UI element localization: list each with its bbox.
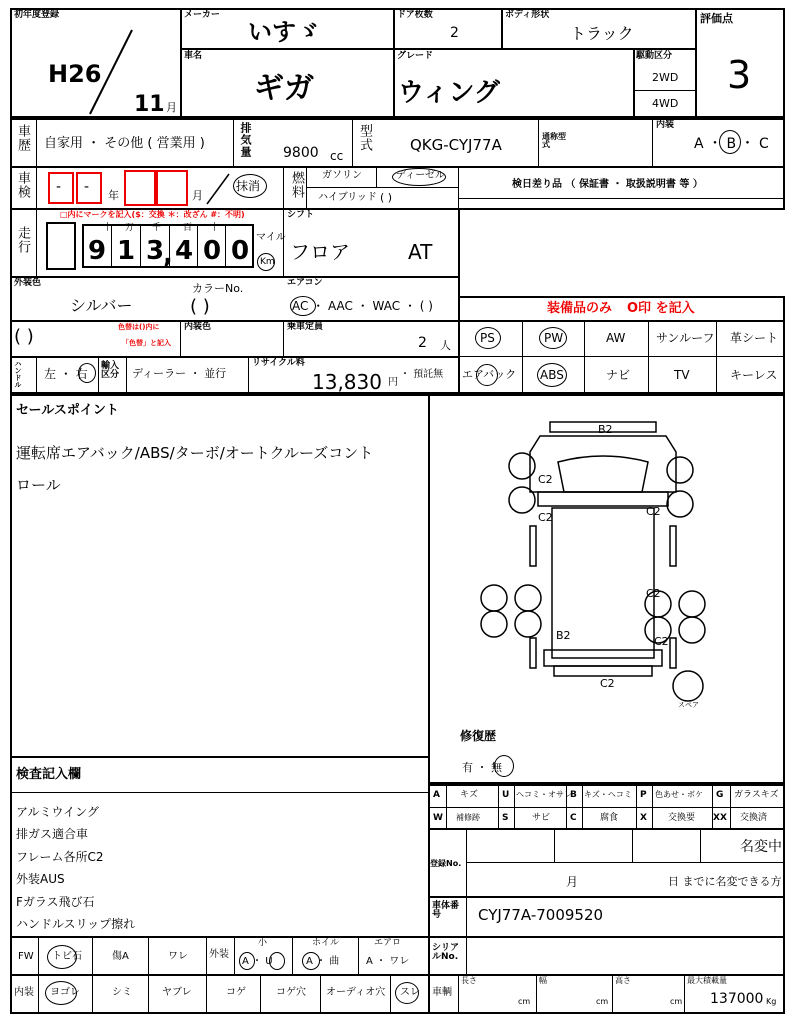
equip-tv: TV xyxy=(674,368,690,382)
vehicle-label: 車輌 xyxy=(432,987,452,998)
repair-no-circle xyxy=(494,755,514,777)
displacement-unit: cc xyxy=(330,149,344,163)
fuel-gasoline: ガソリン xyxy=(322,170,362,181)
capacity-unit: 人 xyxy=(440,339,451,352)
interior-grades: A ・ B ・ C xyxy=(694,136,769,152)
max-load-label: 最大積載量 xyxy=(687,976,727,985)
inspector-line-6: ハンドルスリップ擦れ xyxy=(16,917,136,931)
capacity-value: 2 xyxy=(418,335,427,351)
sales-point-text-1: 運転席エアバック/ABS/ターボ/オートクルーズコント xyxy=(16,444,374,462)
fw-crack: ワレ xyxy=(168,951,188,962)
color-change-row xyxy=(10,320,460,358)
model-label: 車名 xyxy=(184,51,203,61)
inspection-none-circle xyxy=(233,174,267,198)
airbag-circle xyxy=(476,364,498,386)
body-value: トラック xyxy=(570,24,634,43)
recycle-label: リサイクル料 xyxy=(252,358,305,368)
unit-4: 百 xyxy=(183,223,193,233)
change-note-2: 「色替」と記入 xyxy=(122,339,171,347)
mileage-km: Km xyxy=(260,257,275,267)
grade-label: グレード xyxy=(397,51,434,61)
mark-c2-e: C2 xyxy=(654,635,669,648)
score-label: 評価点 xyxy=(700,12,733,25)
legend-b: B xyxy=(570,790,577,800)
interior-b-circle xyxy=(719,130,741,154)
truck-diagram xyxy=(430,396,783,716)
color-change-paren: ( ) xyxy=(14,326,34,347)
inspector-line-2: 排ガス適合車 xyxy=(16,827,89,841)
chassis-value: CYJ77A-7009520 xyxy=(478,906,604,924)
digit-1: 9 xyxy=(88,236,107,266)
equip-pw: PW xyxy=(544,331,564,345)
fw-chip: トビ石 xyxy=(52,951,82,962)
interior-grade-label: 内装 xyxy=(656,120,675,130)
drive-2wd: 2WD xyxy=(652,71,679,84)
type-value: QKG-CYJ77A xyxy=(410,136,502,154)
mark-b2-top: B2 xyxy=(598,423,613,436)
recycle-unit: 円 xyxy=(388,377,398,388)
mark-c2-d: C2 xyxy=(646,587,661,600)
small-label: 小 xyxy=(258,938,268,948)
unit-5: 十 xyxy=(210,223,220,233)
interior-label: 内装 xyxy=(14,987,34,998)
digit-4: 4 xyxy=(175,236,194,266)
inspector-label: 検査記入欄 xyxy=(16,767,82,782)
legend-c-text: 腐食 xyxy=(600,813,619,823)
legend-g: G xyxy=(716,790,724,800)
equip-aw: AW xyxy=(606,331,626,345)
legend-s: S xyxy=(502,813,509,823)
width-label: 幅 xyxy=(539,976,547,985)
digit-comma: , xyxy=(163,240,173,270)
legend-g-text: ガラスキズ xyxy=(734,790,779,800)
equip-leather: 革シート xyxy=(730,331,779,345)
transmission-value: AT xyxy=(408,240,433,264)
displacement-label: 排気量 xyxy=(239,122,252,158)
handle-right-circle xyxy=(78,363,96,383)
wheel-label: ホイル xyxy=(312,938,340,948)
legend-c: C xyxy=(570,813,577,823)
serial-label: シリアルNo. xyxy=(432,943,460,962)
inspection-label: 車検 xyxy=(15,171,30,199)
max-load-value: 137000 xyxy=(710,991,764,1007)
capacity-label: 乗車定員 xyxy=(287,322,324,332)
fuel-paren: ( ) xyxy=(380,191,393,204)
fuel-hybrid: ハイブリッド xyxy=(318,192,377,203)
displacement-value: 9800 xyxy=(283,145,319,161)
mileage-label: 走行 xyxy=(15,226,30,254)
included-items: 検日差り品 （ 保証書 ・ 取扱説明書 等 ） xyxy=(512,179,703,190)
ps-circle xyxy=(475,327,501,349)
aircon-value: AC ・ AAC ・ WAC ・ ( ) xyxy=(292,299,433,313)
inspector-box xyxy=(10,756,430,938)
length-label: 長さ xyxy=(461,976,477,985)
fuel-diesel: ディーゼル xyxy=(396,170,445,181)
small-u-circle xyxy=(269,952,285,970)
small-a-circle xyxy=(239,952,255,970)
legend-a-text: キズ xyxy=(460,790,478,800)
diesel-circle xyxy=(392,168,446,186)
body-label: ボディ形状 xyxy=(505,10,550,20)
interior-tear: ヤブレ xyxy=(162,987,192,998)
equip-sunroof: サンルーフ xyxy=(656,331,715,345)
interior-burn: コゲ xyxy=(226,987,246,998)
interior-wear-circle xyxy=(395,982,419,1004)
era-year: H26 xyxy=(48,60,102,88)
inspector-line-3: フレーム各所C2 xyxy=(16,850,104,864)
interior-color-label: 内装色 xyxy=(184,322,212,332)
history-label: 車歴 xyxy=(15,124,30,152)
inspection-year-unit: 年 xyxy=(108,189,119,202)
interior-wear: スレ xyxy=(400,987,420,998)
recycle-value: 13,830 xyxy=(312,370,382,394)
mark-b2-bottom: B2 xyxy=(556,629,571,642)
legend-x: X xyxy=(640,813,647,823)
exterior-small-label: 外装 xyxy=(209,949,229,960)
digit-2: 1 xyxy=(117,236,136,266)
aero-label: エアロ xyxy=(374,938,402,948)
fw-chip-circle xyxy=(47,945,77,969)
mark-c2-f: C2 xyxy=(600,677,615,690)
mileage-mark-box xyxy=(46,222,76,270)
mark-c2-a: C2 xyxy=(538,473,553,486)
serial-box xyxy=(428,936,785,976)
repair-value: 有 ・ 無 xyxy=(462,761,502,774)
legend-u: U xyxy=(502,790,510,800)
small-value: A ・ U xyxy=(242,956,273,967)
unit-2: 万 xyxy=(125,223,135,233)
registration-month: 月 xyxy=(566,875,579,889)
digit-6: 0 xyxy=(231,236,250,266)
max-load-unit: Kg xyxy=(766,997,777,1006)
mark-c2-b: C2 xyxy=(538,511,553,524)
legend-p-text: 色あせ・ボケ xyxy=(655,790,703,799)
chassis-label: 車体番号 xyxy=(432,901,460,920)
legend-xx: XX xyxy=(713,813,727,823)
legend-u-text: ヘコミ・オサレ xyxy=(516,790,572,799)
exterior-color-value: シルバー xyxy=(70,296,133,315)
repair-label: 修復歴 xyxy=(460,729,497,743)
equip-note-b: O印 を記入 xyxy=(627,301,695,316)
model-value: ギガ xyxy=(254,71,314,106)
drive-divider xyxy=(635,90,695,91)
registration-day-note: 日 までに名変できる方 xyxy=(668,875,782,888)
name-change-label: 名変中 xyxy=(740,839,782,855)
maker-label: メーカー xyxy=(184,10,220,20)
drive-label: 駆動区分 xyxy=(636,51,673,61)
sales-point-label: セールスポイント xyxy=(16,403,119,418)
mark-c2-c: C2 xyxy=(646,505,661,518)
fw-scratch: 傷A xyxy=(112,951,129,962)
slash-mark xyxy=(86,28,136,118)
equip-ps: PS xyxy=(480,331,495,345)
legend-p: P xyxy=(640,790,647,800)
interior-burn-hole: コゲ穴 xyxy=(276,987,306,998)
height-unit: cm xyxy=(670,997,683,1006)
equip-note-a: 装備品のみ xyxy=(547,301,613,316)
unit-1: 十 xyxy=(103,223,113,233)
color-no-label: カラーNo. xyxy=(192,282,244,295)
first-registration-label: 初年度登録 xyxy=(14,10,60,20)
import-value: ディーラー ・ 並行 xyxy=(132,367,227,380)
score-value: 3 xyxy=(727,53,752,97)
pw-circle xyxy=(539,327,567,349)
shift-label: シフト xyxy=(287,210,315,220)
fuel-label: 燃料 xyxy=(289,171,304,199)
length-unit: cm xyxy=(518,997,531,1006)
common-type-label: 通称型式 xyxy=(542,132,566,149)
mileage-mile: マイル xyxy=(256,232,286,243)
equip-airbag: エアバック xyxy=(462,368,517,381)
ac-circle xyxy=(290,296,316,316)
registration-label: 登録No. xyxy=(430,859,462,868)
shift-value: フロア xyxy=(290,240,350,264)
inspection-none: 抹消 xyxy=(236,179,261,193)
grade-value: ウィング xyxy=(398,78,500,108)
interior-dirt: ヨゴレ xyxy=(50,987,80,998)
aero-value: A ・ ワレ xyxy=(366,956,410,967)
drive-4wd: 4WD xyxy=(652,97,679,110)
sales-point-text-2: ロール xyxy=(16,476,61,494)
registration-month: 11 xyxy=(134,92,165,117)
digit-5: 0 xyxy=(203,236,222,266)
handle-label: ハンドル xyxy=(14,360,22,388)
legend-b-text: キズ・ヘコミ xyxy=(584,790,632,799)
inspector-line-5: Fガラス飛び石 xyxy=(16,895,95,909)
fw-label: FW xyxy=(18,951,34,962)
history-value: 自家用 ・ その他 ( 営業用 ) xyxy=(44,136,205,151)
legend-x-text: 交換要 xyxy=(668,813,696,823)
legend-s-text: サビ xyxy=(532,813,551,823)
equip-abs: ABS xyxy=(540,368,564,382)
month-unit: 月 xyxy=(166,101,177,114)
unit-3: 千 xyxy=(152,223,162,233)
km-circle xyxy=(257,253,275,271)
equip-keyless: キーレス xyxy=(730,368,778,382)
abs-circle xyxy=(537,363,567,387)
aircon-label: エアコン xyxy=(287,278,323,288)
inspector-line-1: アルミウイング xyxy=(16,805,99,819)
exterior-color-label: 外装色 xyxy=(14,278,42,288)
mileage-note: □内にマークを記入($：交換 ＊：改ざん #：不明) xyxy=(60,210,245,219)
doors-label: ドア枚数 xyxy=(397,10,433,20)
width-unit: cm xyxy=(596,997,609,1006)
interior-stain: シミ xyxy=(112,987,132,998)
inspection-dash-1: - xyxy=(56,179,62,195)
legend-a: A xyxy=(433,790,440,800)
legend-xx-text: 交換済 xyxy=(740,813,768,823)
handle-value: 左 ・ 右 xyxy=(44,367,88,381)
inspection-month-unit: 月 xyxy=(192,189,203,202)
recycle-deposit: ・ 預託無 xyxy=(400,369,444,380)
digit-3: 3 xyxy=(146,236,165,266)
equip-navi: ナビ xyxy=(606,368,631,382)
interior-audio-hole: オーディオ穴 xyxy=(326,987,386,998)
wheel-value: A ・ 曲 xyxy=(306,956,340,967)
import-label: 輸入区分 xyxy=(101,361,120,380)
color-no-paren: ( ) xyxy=(190,296,210,317)
legend-w: W xyxy=(433,813,443,823)
inspection-dash-2: - xyxy=(84,179,90,195)
spare-label: スペア xyxy=(678,701,699,709)
legend-w-text: 補修跡 xyxy=(456,813,480,822)
change-note-1: 色替は()内に xyxy=(118,323,160,331)
wheel-a-circle xyxy=(302,952,320,970)
equip-note-cell xyxy=(458,296,785,322)
type-label: 型式 xyxy=(357,124,372,152)
maker-value: いすゞ xyxy=(248,18,320,46)
doors-value: 2 xyxy=(450,25,459,41)
height-label: 高さ xyxy=(615,976,631,985)
inspector-line-4: 外装AUS xyxy=(16,872,65,886)
interior-dirt-circle xyxy=(45,981,77,1005)
